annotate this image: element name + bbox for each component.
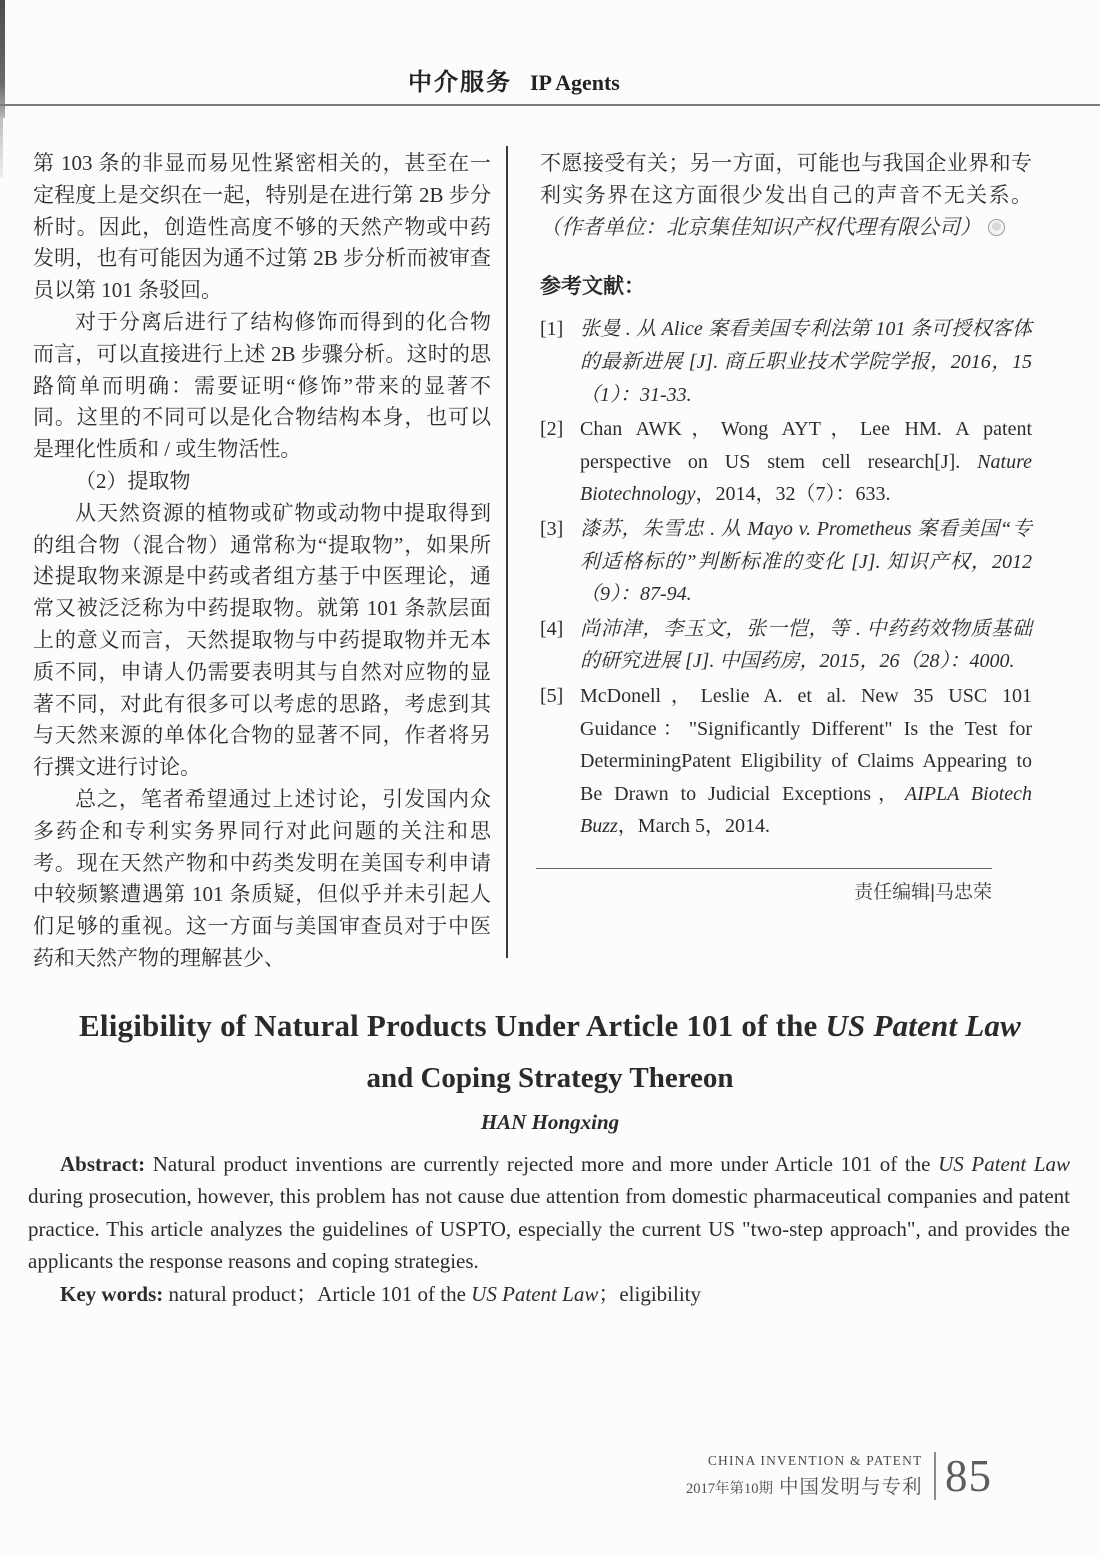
references-heading: 参考文献：: [540, 275, 645, 299]
section-subheading-extracts: （2）提取物: [75, 468, 191, 493]
reference-item-5: [540, 680, 1032, 843]
english-title-line2: and Coping Strategy Thereon: [366, 1062, 734, 1094]
reference-text: [580, 513, 1032, 611]
keywords-text-part: natural product；Article 101 of the: [163, 1281, 472, 1306]
scan-edge-artifact: [0, 0, 5, 118]
abstract-text-part: during prosecution, however, this problem has not cause due attention from domestic pharmaceutical companies and patent practice. This article analyzes the guidelines of USPTO, especially the current US "two-step approach", and provides the applicants the response reasons and coping strategies.: [28, 1184, 1070, 1274]
page-footer: [686, 1452, 992, 1500]
reference-text-part: Chan AWK，Wong AYT，Lee HM. A patent perspective on US stem cell research[J].: [580, 418, 1032, 473]
reference-label: [2]: [540, 418, 564, 441]
english-title-italic: US Patent Law: [825, 1008, 1021, 1043]
abstract-paragraph: [28, 1148, 1070, 1278]
reference-text: [580, 413, 1032, 511]
article-end-icon: [988, 219, 1005, 236]
header-section-label-en: IP Agents: [530, 70, 620, 95]
reference-text: [580, 680, 1032, 843]
keywords-text-part: ；eligibility: [598, 1281, 701, 1306]
abstract-text-part: Natural product inventions are currently rejected more and more under Article 101 of the: [145, 1152, 939, 1176]
paragraph-extracts: 从天然资源的植物或矿物或动物中提取得到的组合物（混合物）通常称为“提取物”，如果所述提取物来源是中药或者组方基于中医理论，通常又被泛泛称为中药提取物。就第 101 条款层面上的意义而言，天然提取物与中药提取物并无本质不同，申请人仍需要表明其与自然对应物的显著不同，对此有很多可以考虑的思路，考虑到其与天然来源的单体化合物的显著不同，作者将另行撰文进行讨论。: [33, 500, 491, 780]
header-section-label-zh: 中介服务: [408, 69, 512, 96]
reference-text: [580, 613, 1032, 678]
paragraph-conclusion-end: [540, 148, 1032, 243]
author-affiliation-note: （作者单位：北京集佳知识产权代理有限公司）: [540, 214, 981, 239]
footer-journal-title: 中国发明与专利: [778, 1477, 923, 1498]
left-text-column: [33, 148, 491, 975]
page-number: 85: [945, 1450, 992, 1501]
footer-journal-name-zh: [686, 1471, 923, 1499]
reference-label: [5]: [540, 684, 564, 707]
english-title-normal: Eligibility of Natural Products Under Article 101 of the: [79, 1008, 826, 1043]
keywords-label: Key words:: [60, 1281, 164, 1306]
responsible-editor-note: 责任编辑|马忠荣: [854, 882, 992, 904]
author-name: HAN Hongxing: [480, 1110, 620, 1134]
reference-text-part: McDonell，Leslie A. et al. New 35 USC 101 Guidance："Significantly Different" Is the Test for DeterminingPatent Eligibility of Claims Appearing to Be Drawn to Judicial Exceptions，: [580, 684, 1032, 805]
header-rule: [0, 104, 1100, 106]
reference-item-1: [540, 313, 1032, 411]
reference-journal-name: AIPLA Biotech Buzz: [580, 782, 1032, 838]
paragraph-modified-compounds: 对于分离后进行了结构修饰而得到的化合物而言，可以直接进行上述 2B 步骤分析。这时的思路简单而明确：需要证明“修饰”带来的显著不同。这里的不同可以是化合物结构本身，也可以是理化性质和 / 或生物活性。: [33, 309, 491, 462]
footer-issue: 2017年第10期: [685, 1481, 773, 1497]
footer-journal-name-en: CHINA INVENTION & PATENT: [707, 1453, 923, 1468]
page-header: [408, 62, 620, 97]
scan-edge-artifact-soft: [0, 118, 3, 178]
column-divider-rule: [506, 146, 508, 958]
reference-item-3: [540, 513, 1032, 611]
reference-text-part: ，2014，32（7）：633.: [695, 483, 891, 506]
conclusion-end-text: 不愿接受有关；另一方面，可能也与我国企业界和专利实务界在这方面很少发出自己的声音不无关系。: [540, 151, 1032, 207]
english-title-line1: [0, 1008, 1100, 1044]
abstract-italic-law: US Patent Law: [938, 1152, 1071, 1176]
keywords-line: [28, 1278, 1070, 1310]
reference-label: [1]: [540, 318, 564, 341]
reference-item-2: [540, 413, 1032, 511]
reference-item-4: [540, 613, 1032, 678]
english-abstract-block: [28, 1148, 1070, 1310]
keywords-italic-law: US Patent Law: [471, 1281, 599, 1306]
reference-text-part: 尚沛津，李玉文，张一恺，等 . 中药药效物质基础的研究进展 [J]. 中国药房，2015，26（28）：4000.: [580, 617, 1032, 673]
footer-journal-lines: [686, 1453, 923, 1499]
abstract-label: Abstract:: [60, 1152, 146, 1176]
editor-note-rule: [536, 868, 992, 870]
reference-label: [4]: [540, 617, 564, 640]
reference-journal-name: Nature Biotechnology: [580, 450, 1032, 506]
reference-text-part: 漆苏，朱雪忠 . 从 Mayo v. Prometheus 案看美国“专利适格标的”判断标准的变化 [J]. 知识产权，2012（9）：87-94.: [580, 517, 1032, 606]
reference-text: [580, 313, 1032, 411]
paragraph-conclusion: 总之，笔者希望通过上述讨论，引发国内众多药企和专利实务界同行对此问题的关注和思考。现在天然产物和中药类发明在美国专利申请中较频繁遭遇第 101 条质疑，但似乎并未引起人们足够的重视。这一方面与美国审查员对于中医药和天然产物的理解甚少、: [33, 786, 491, 970]
reference-text-part: 张曼 . 从 Alice 案看美国专利法第 101 条可授权客体的最新进展 [J]. 商丘职业技术学院学报，2016，15（1）：31-33.: [580, 318, 1032, 406]
reference-label: [3]: [540, 517, 564, 540]
footer-divider-bar: [934, 1452, 937, 1500]
reference-text-part: ，March 5，2014.: [617, 815, 770, 838]
right-text-column: [540, 148, 1032, 904]
paragraph-continuation: 第 103 条的非显而易见性紧密相关的，甚至在一定程度上是交织在一起，特别是在进行第 2B 步分析时。因此，创造性高度不够的天然产物或中药发明，也有可能因为通不过第 2B 步分析而被审查员以第 101 条驳回。: [33, 151, 491, 303]
